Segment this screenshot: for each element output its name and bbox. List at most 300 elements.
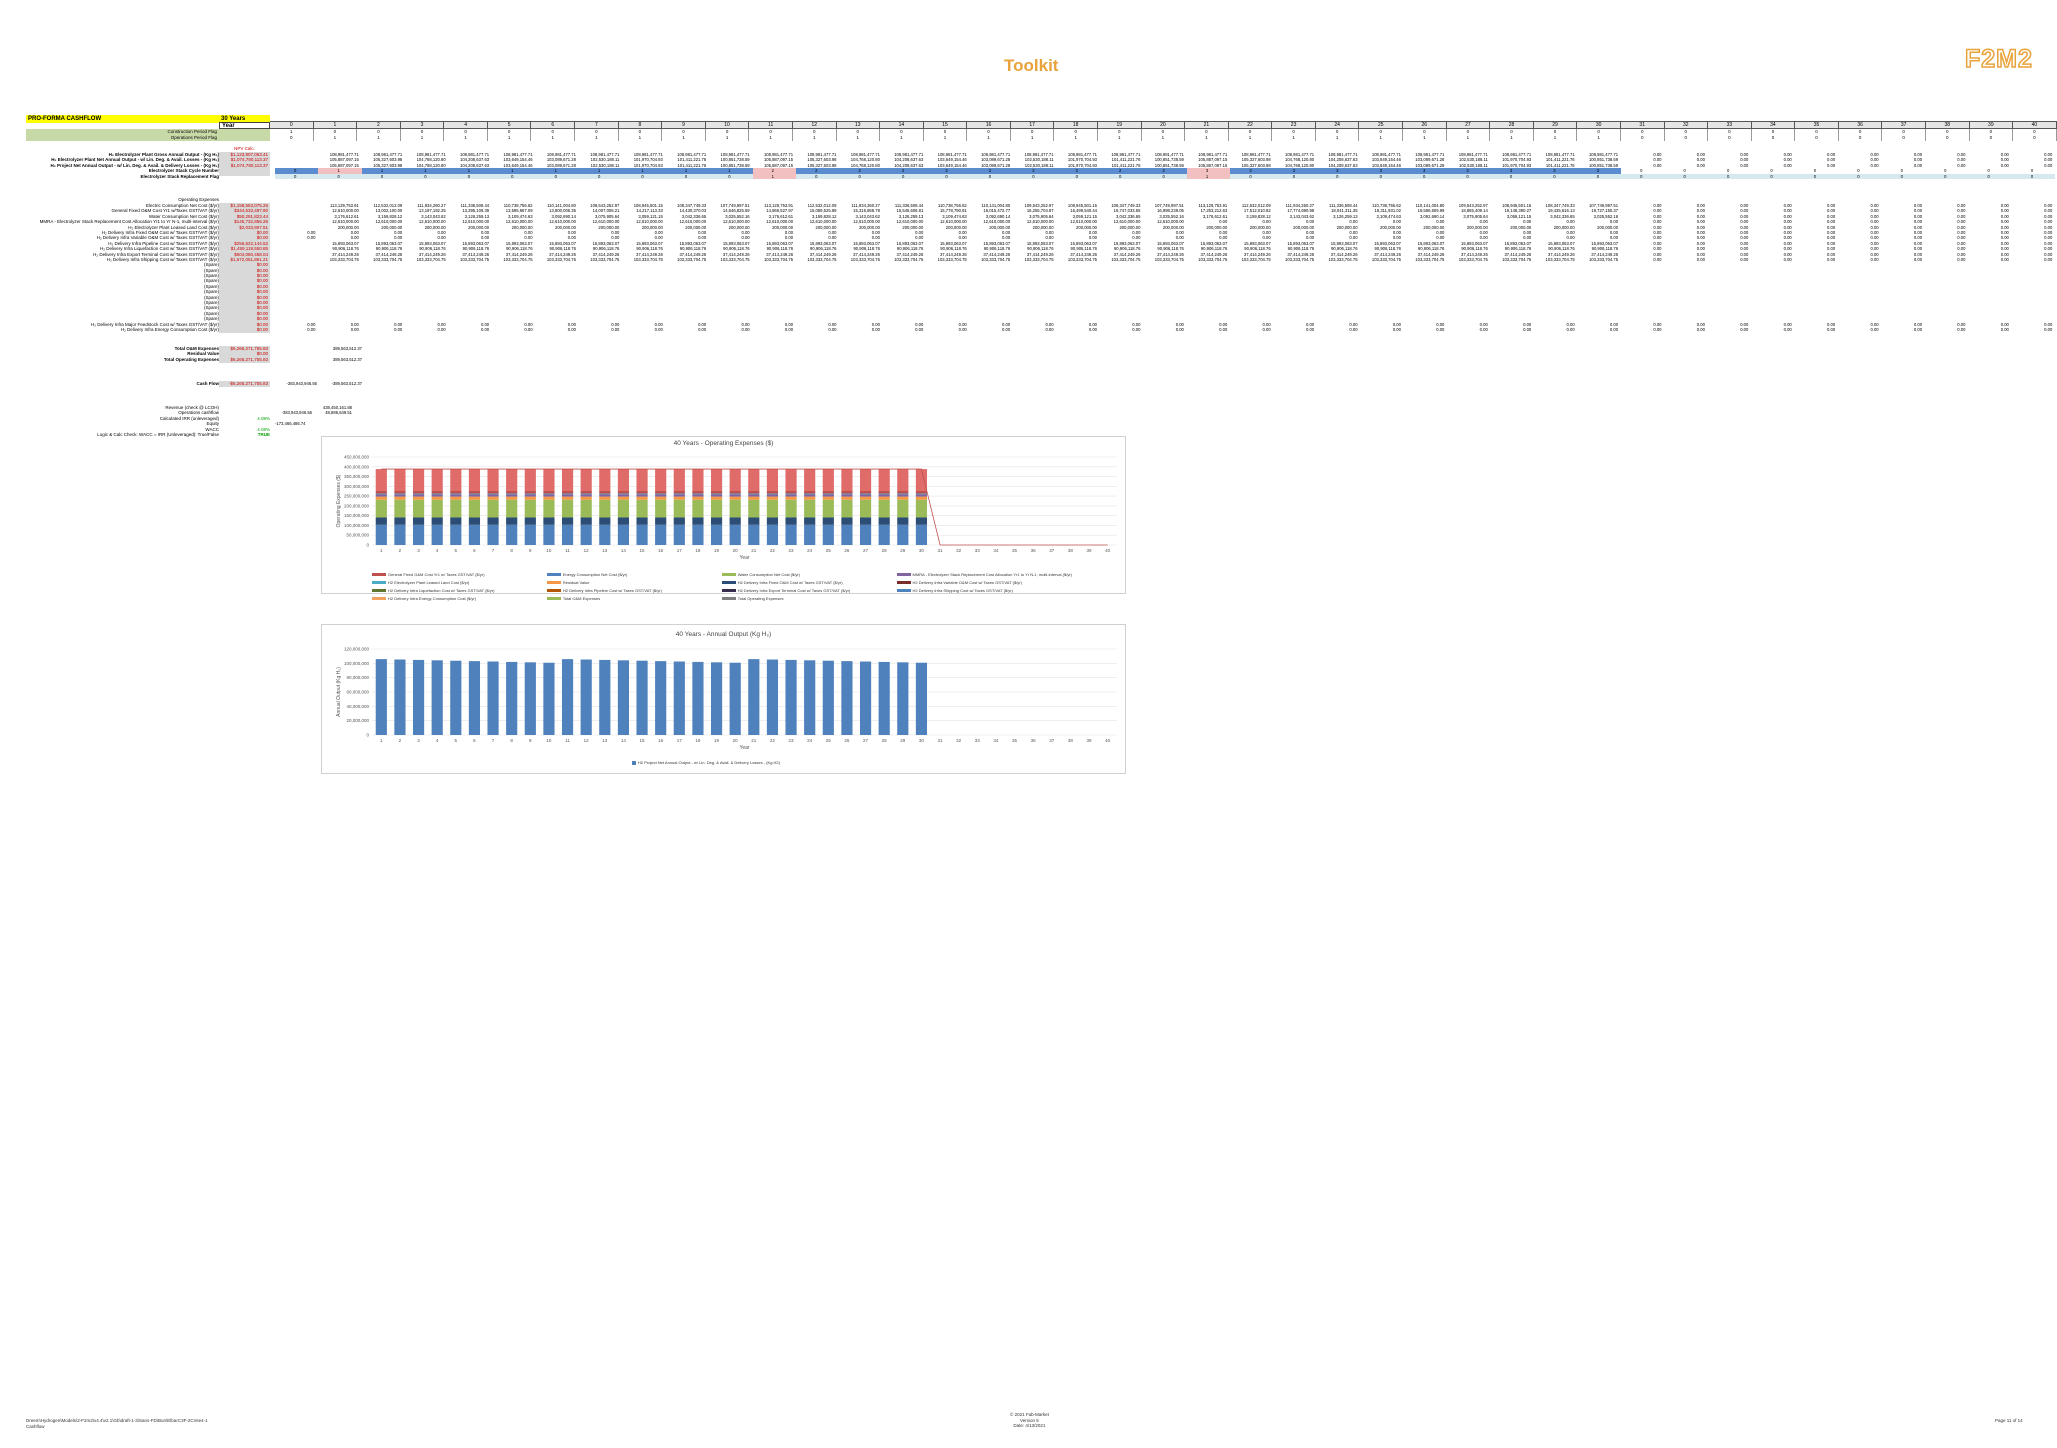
opex-bar-segment [897,491,908,494]
cell: 90,906,118.76 [983,246,1011,252]
output-bar [748,659,759,735]
row-label: Electrolyzer Stack Replacement Flag [140,173,219,179]
legend-swatch [547,589,561,592]
cell: 103,333,704.75 [1111,256,1141,262]
cell: 108,981,477.71 [1111,152,1141,157]
cell: 0.00 [1392,235,1401,241]
cell: 90,906,118.76 [1027,246,1054,252]
flag-cell: 1 [1142,135,1186,141]
cell: 0.00 [1566,229,1575,235]
npv-value: $6,266,271,755.83 [230,346,268,351]
opex-bar-segment [841,517,852,524]
opex-bar-segment [543,525,554,545]
year-cell: 6 [531,121,575,129]
x-tick-label: 38 [1067,738,1073,743]
logic-check-label: Logic & Calc Check: WACC = IRR (Unleveraged): True/False [97,431,219,437]
x-tick-label: 2 [398,548,402,553]
cell: 0.00 [1523,235,1532,241]
row-label: H₂ Project Net Annual Output - w/ Lin. Deg. & Avail. & Delivery Losses - (Kg H₂) [50,162,219,168]
stack-cell: 0 [579,174,622,179]
ops-cashflow-y0: -383,943,946.56 [281,410,312,416]
footer-version: Version 5 [1020,1417,1039,1423]
cell: 0.00 [1262,219,1271,225]
cell: 37,414,249.26 [505,251,533,257]
row-label: (Spare) [203,289,219,295]
sheet-period: 30 Years [219,115,270,123]
x-tick-label: 19 [714,738,720,743]
cell: 0.00 [1827,240,1836,246]
opex-bar-segment [655,517,666,524]
cell: 0.00 [1827,326,1836,332]
opex-bar-segment [394,497,405,500]
cell: 0.00 [1305,321,1315,327]
legend-entry [372,596,547,601]
opex-bar-segment [823,525,834,545]
cell: 0.00 [437,326,446,332]
x-tick-label: 5 [454,548,458,553]
cell: 37,414,249.26 [1157,251,1184,257]
cell: 0.00 [1740,219,1749,225]
cell: 0.00 [784,229,794,235]
legend-entry [372,580,547,585]
cell: 0.00 [1827,256,1836,262]
legend-label: Energy Consumption Net Cost ($/yr) [562,572,628,577]
opex-bar-segment [748,497,759,500]
opex-heading-wrap [26,197,219,202]
cell: 0.00 [1783,213,1792,219]
cell: 37,414,249.26 [1243,251,1271,257]
opex-data-rows [275,203,2055,332]
x-tick-label: 31 [937,738,943,743]
x-tick-label: 38 [1067,548,1073,553]
opex-bar-segment [655,525,666,545]
opex-bar-segment [525,500,536,518]
x-tick-label: 32 [956,548,962,553]
cell: 15,778,790.91 [939,208,967,214]
brand-logo: F2M2 [1965,45,2033,73]
stack-cell: 0 [1968,168,2011,173]
cell: 15,893,063.07 [505,240,533,246]
stack-cell: 1 [709,168,752,173]
x-tick-label: 19 [714,548,720,553]
cell: 3,176,612.61 [768,213,794,219]
cell: 90,906,118.76 [1200,246,1228,252]
cell: 0.00 [1913,203,1923,208]
cell: 0.00 [1740,251,1749,257]
cell: 37,414,249.26 [332,251,359,257]
flag-cell: 1 [531,135,575,141]
y-axis-label: Annual Output (Kg H₂) [336,667,342,717]
cell: 0.00 [1436,321,1445,327]
cell: 103,333,704.75 [1371,256,1401,262]
cell: 12,610,000.00 [983,219,1011,225]
opex-labels [26,203,219,332]
cell: 111,934,260.27 [1285,203,1315,208]
cell: 0.00 [1740,246,1749,252]
y-tick-label: 200,000,000 [343,503,369,509]
stack-cell: 0 [362,174,405,179]
flag-cell: 0 [880,129,924,135]
opex-bar-segment [879,494,890,496]
flag-cell: 0 [1882,129,1926,135]
x-tick-label: 9 [529,548,532,553]
row-label: H₂ Delivery Infra Shipping Cost w/ Taxes GST/VAT ($/yr) [106,256,219,262]
x-tick-label: 16 [658,548,664,553]
stack-cell: 3 [1491,168,1534,173]
cell: 0.00 [611,321,620,327]
flag-cell: 0 [1882,135,1926,141]
x-tick-label: 8 [510,548,513,553]
cell: 100,851,738.59 [1588,162,1619,168]
cell: 200,000.00 [1076,224,1098,230]
opex-bar-segment [711,494,722,496]
opex-bar-segment [785,517,796,524]
cell: 90,906,118.76 [1374,246,1401,252]
cell: 0.00 [1783,203,1792,208]
opex-bar-segment [897,500,908,518]
year-cell: 13 [837,121,881,129]
x-tick-label: 22 [769,738,775,743]
legend-swatch [897,581,911,584]
cell: 0.00 [1349,219,1358,225]
stack-cell: 0 [1968,174,2011,179]
cell: 37,414,249.26 [1200,251,1228,257]
cell: 0.00 [611,326,620,332]
cell: 0.00 [1392,219,1401,225]
cell: 0.00 [567,229,576,235]
flag-cell: 1 [1098,135,1142,141]
opex-bar-segment [823,494,834,495]
cell: 103,333,704.75 [1024,256,1054,262]
opex-bar-segment [376,500,387,518]
cell: 16,499,540.44 [1070,208,1098,214]
npv-value: $0.00 [256,305,268,311]
cell: 0.00 [741,321,750,327]
cell: 90,906,118.76 [1287,246,1315,252]
x-tick-label: 18 [695,738,701,743]
flag-cell: 1 [1185,135,1229,141]
cell: 111,934,260.27 [417,203,446,208]
flag-cell: 1 [444,135,488,141]
cell: 105,887,097.15 [1198,157,1228,163]
opex-bar-segment [897,517,908,524]
cell: 0.00 [1870,213,1879,219]
npv-header: NPV Calc. [234,146,255,151]
flag-cell: 0 [662,129,706,135]
opex-bar-segment [748,525,759,545]
cell: 0.00 [1002,321,1011,327]
opex-bar-segment [711,497,722,500]
cell: 0.00 [480,229,490,235]
year-cell: 19 [1098,121,1142,129]
cell: 37,414,249.26 [1026,251,1054,257]
year-cell: 24 [1316,121,1360,129]
flag-cell: 0 [619,129,663,135]
opex-bar-segment [823,494,834,496]
npv-value: $604,080,458.04 [234,251,268,257]
cell: 0.00 [2000,152,2009,157]
cell: 110,738,756.62 [1372,203,1401,208]
cell: 105,887,097.15 [329,162,359,168]
opex-bar-segment [692,517,703,524]
x-tick-label: 34 [993,738,999,743]
legend-label: H2 Delivery Infra Energy Consumption Cost ($/yr) [388,596,477,601]
opex-bar-segment [692,491,703,494]
cell: 0.00 [698,326,707,332]
legend-label: Residual Value [562,580,590,585]
cell: 3,159,828.12 [377,213,403,219]
cell: 103,089,671.28 [981,162,1011,168]
opex-bar-segment [804,517,815,524]
stack-cell: 2 [883,168,926,173]
cell: 103,333,704.75 [590,256,620,262]
npv-value: $0.00 [256,262,268,268]
legend-label: H2 Delivery Infra Liquefaction Cost w/ Taxes GST/VAT ($/yr) [388,588,495,593]
cell: 0.00 [1523,229,1532,235]
cell: 108,981,477.71 [1588,152,1619,157]
x-tick-label: 40 [1105,738,1111,743]
cell: 108,981,477.71 [894,152,924,157]
stack-cell: 1 [362,168,405,173]
stack-cell: 0 [1925,174,1968,179]
year-cell: 3 [401,121,445,129]
opex-bar-segment [767,497,778,500]
year-cell: 26 [1403,121,1447,129]
cell: 90,906,118.76 [636,246,663,252]
cell: 12,610,000.00 [636,219,663,225]
output-chart [321,624,1126,774]
cell: 104,768,120.80 [416,157,446,163]
x-tick-label: 32 [956,738,962,743]
cell: 3,092,690.14 [551,213,576,219]
cell: 37,414,249.26 [592,251,620,257]
flag-cell: 0 [1142,129,1186,135]
stack-cell: 1 [318,168,361,173]
cell: 108,945,501.15 [1067,203,1098,208]
opex-bar-segment [897,494,908,495]
x-tick-label: 13 [602,548,608,553]
opex-bar-segment [860,469,871,491]
cell: 0.00 [480,321,490,327]
flag-cell: 1 [749,135,793,141]
cell: 0.00 [1566,326,1575,332]
opex-bar-segment [506,497,517,500]
cell: 200,000.00 [685,224,707,230]
cell: 108,981,477.71 [763,152,794,157]
cell: 0.00 [1696,157,1705,163]
cell: 16,255,704.87 [1026,208,1054,214]
cell: 0.00 [2044,251,2053,257]
opex-bar-segment [599,494,610,496]
legend-entry [722,580,897,585]
opex-bar-segment [413,500,424,518]
cell: 13,197,192.25 [418,208,446,214]
x-tick-label: 1 [380,548,383,553]
cell: 15,893,063.07 [1070,240,1098,246]
cell: 12,610,000.00 [896,219,924,225]
cell: 0.00 [2000,208,2009,214]
cell: 0.00 [1957,229,1966,235]
cell: 37,414,249.26 [1330,251,1358,257]
x-tick-label: 25 [825,548,831,553]
cell: 0.00 [1870,229,1879,235]
cell: 0.00 [1653,256,1662,262]
opex-bar-segment [376,525,387,545]
x-tick-label: 3 [417,548,420,553]
year-cell: 32 [1665,121,1709,129]
cell: 15,893,063.07 [1157,240,1184,246]
cell: 200,000.00 [1206,224,1228,230]
cell: 0.00 [1132,235,1141,241]
cell: 101,970,704.93 [1502,157,1532,163]
npv-value: $0.00 [256,278,268,284]
legend-entry [897,572,1072,577]
x-tick-label: 18 [695,548,701,553]
cell: 0.00 [567,235,576,241]
cell: 103,333,704.75 [1545,256,1575,262]
cell: 104,768,120.80 [850,157,880,163]
flag-cell: 1 [575,135,619,141]
output-bar [655,661,666,735]
stack-cell: 0 [1230,174,1273,179]
cell: 112,532,012.09 [1241,203,1271,208]
cell: 0.00 [1305,326,1315,332]
opex-bar-segment [450,497,461,500]
opex-bar-segment [711,494,722,495]
opex-bar-segment [823,500,834,518]
cell: 12,610,000.00 [1157,219,1184,225]
legend-swatch [722,589,736,592]
opex-bar-segment [562,497,573,500]
cell: 103,649,154.46 [937,157,967,163]
year-cell: 14 [880,121,924,129]
stack-cell: 3 [1230,168,1273,173]
flag-cell: 0 [1447,129,1491,135]
x-tick-label: 5 [454,738,458,743]
flag-cell: 0 [1665,129,1709,135]
opex-bar-segment [432,497,443,500]
opex-bar-segment [487,500,498,518]
cell: 3,025,552.16 [725,213,750,219]
irr-label: Calculated IRR (unleveraged) [159,415,219,421]
year-header-row [270,121,2057,129]
stack-cell: 0 [1578,174,1621,179]
opex-bar-segment [506,525,517,545]
stack-cell: 0 [1925,168,1968,173]
year-cell: 20 [1142,121,1186,129]
row-label: H₂ Delivery Infra Fixed O&M Cost w/ Taxes GST/VAT ($/yr) [101,229,219,235]
stack-cell: 0 [536,174,579,179]
cell: 37,414,249.26 [983,251,1011,257]
cell: 15,893,063.07 [983,240,1011,246]
cell: 200,000.00 [1510,224,1532,230]
cell: 0.00 [1392,326,1401,332]
output-bar [376,659,387,735]
cell: 0.00 [1827,251,1836,257]
cell: 15,893,063.07 [1417,240,1445,246]
legend-swatch [372,597,386,600]
cell: 3,176,612.61 [1202,213,1228,219]
cell: 16,747,033.55 [1113,208,1141,214]
flag-cell: 0 [1185,129,1229,135]
cell: 0.00 [2044,213,2053,219]
row-label: (Spare) [203,278,219,284]
opex-bar-segment [543,469,554,491]
cell: 0.00 [1262,229,1271,235]
cell: 0.00 [1827,208,1836,214]
cell: 103,333,704.75 [894,256,924,262]
cell: 113,129,753.91 [1198,203,1228,208]
cell: 0.00 [2044,203,2053,208]
flag-cell: 0 [1752,129,1796,135]
cell: 105,887,097.15 [1198,162,1228,168]
row-label: MMRA - Electrolyzer Stack Replacement Cost Allocation Yr1 to Yr N-1, multi-interval ($/yr) [39,219,219,225]
opex-bar-segment [748,469,759,491]
cell: 0.00 [1957,203,1966,208]
cell: 103,333,704.75 [503,256,533,262]
cell: 15,893,063.07 [1547,240,1575,246]
cell: 107,749,997.51 [1154,203,1184,208]
cell: 200,000.00 [1162,224,1184,230]
cell: 0.00 [1913,235,1923,241]
x-tick-label: 9 [529,738,532,743]
cell: 3,042,336.65 [681,213,707,219]
legend-swatch [372,589,386,592]
footer-copyright: © 2021 Fab-Market [1010,1412,1049,1417]
cell: 100,851,738.59 [1154,162,1184,168]
x-tick-label: 17 [676,738,682,743]
cell: 17,512,010.82 [1243,208,1271,214]
opex-bar-segment [376,517,387,524]
opex-bar-segment [804,497,815,500]
cell: 12,610,000.00 [809,219,837,225]
year-cell: 12 [793,121,837,129]
x-tick-label: 12 [583,738,589,743]
opex-bar-segment [804,494,815,496]
opex-bar-segment [543,497,554,500]
cell: 104,208,637.63 [460,162,490,168]
cell: 200,000.00 [1597,224,1619,230]
x-tick-label: 29 [900,738,906,743]
flag-cell: 1 [619,135,663,141]
x-axis-label: Year [739,555,750,561]
cell: 0.00 [1827,321,1836,327]
legend-label: H2 Delivery Infra Variable O&M Cost w/ Taxes GST/VAT ($/yr) [912,580,1022,585]
cell: 3,042,336.65 [1115,213,1141,219]
cell: 13,800,006.35 [549,208,576,214]
cell: 0.00 [1783,251,1792,257]
cell: 0.00 [1913,256,1923,262]
cell: 103,333,704.75 [937,256,967,262]
cell: 200,000.00 [1293,224,1315,230]
stack-cell: 1 [622,168,665,173]
cell: 12,610,000.00 [939,219,967,225]
cell: 0.00 [1696,152,1705,157]
opex-bar-segment [581,497,592,500]
output-bar [823,661,834,735]
output-bar [711,662,722,735]
cell: 104,208,637.63 [894,157,924,163]
cell: 90,906,118.76 [810,246,837,252]
opex-bar-segment [599,500,610,518]
cell: 0.00 [1392,321,1401,327]
cell: 0.00 [828,326,837,332]
opex-bar-segment [543,491,554,494]
opex-bar-segment [636,494,647,495]
cell: 37,414,249.26 [722,251,750,257]
cell: 108,347,749.33 [677,203,707,208]
opex-bar-segment [636,491,647,494]
